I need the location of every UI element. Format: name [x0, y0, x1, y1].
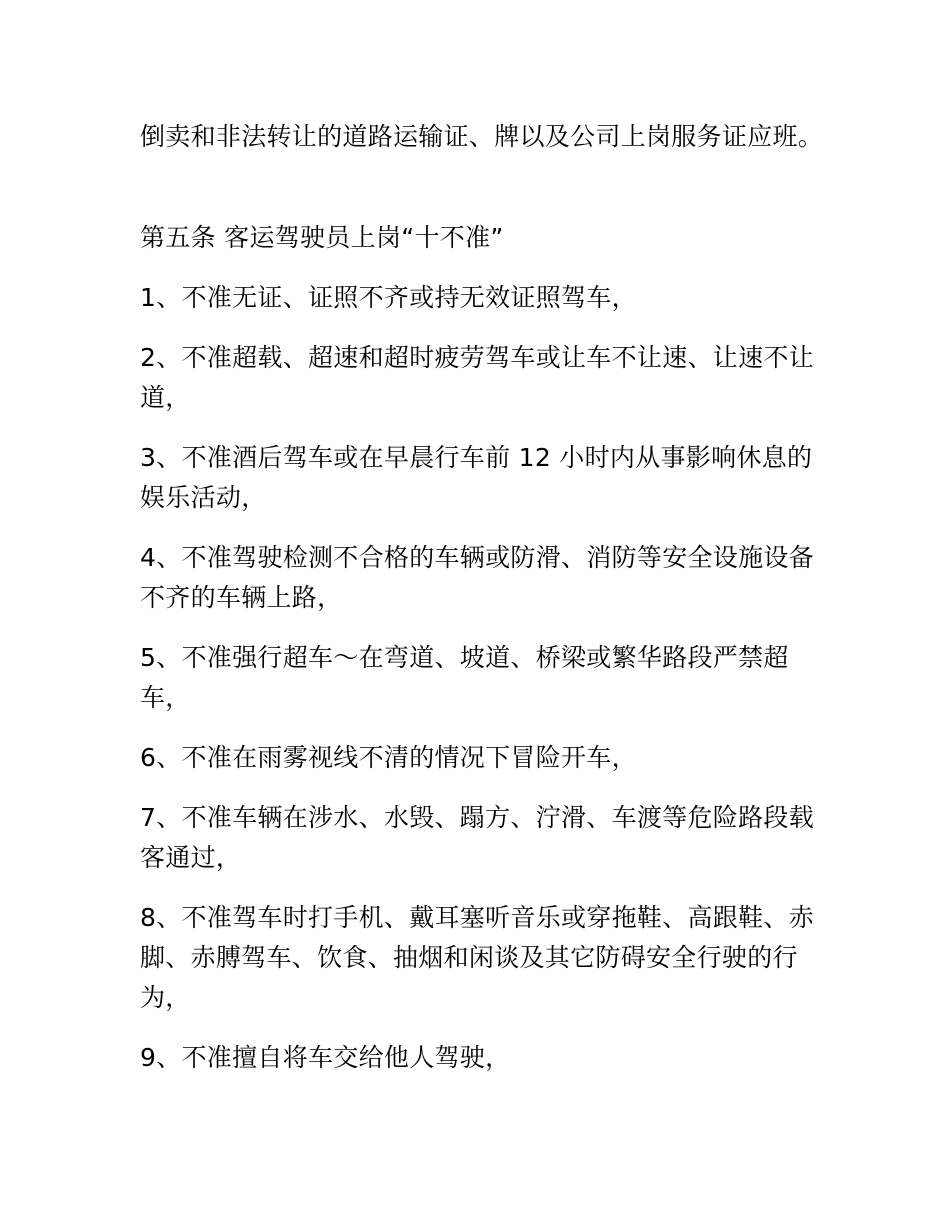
paragraph-continuation: 倒卖和非法转让的道路运输证、牌以及公司上岗服务证应班。 — [140, 122, 824, 151]
rule-item-5: 5、不准强行超车～在弯道、坡道、桥梁或繁华路段严禁超车， — [140, 643, 789, 712]
rule-item-3: 3、不准酒后驾车或在早晨行车前 12 小时内从事影响休息的娱乐活动， — [140, 443, 813, 512]
rule-item-7: 7、不准车辆在涉水、水毁、蹋方、泞滑、车渡等危险路段载客通过， — [140, 803, 815, 872]
rule-item-8: 8、不准驾车时打手机、戴耳塞听音乐或穿拖鞋、高跟鞋、赤脚、赤膊驾车、饮食、抽烟和闲谈及其它防碍安全行驶的行为， — [140, 903, 815, 1012]
rule-item-2: 2、不准超载、超速和超时疲劳驾车或让车不让速、让速不让道， — [140, 343, 815, 412]
rule-item-6: 6、不准在雨雾视线不清的情况下冒险开车， — [140, 743, 637, 772]
section-heading: 第五条 客运驾驶员上岗“十不准” — [140, 223, 504, 252]
rule-item-9: 9、不准擅自将车交给他人驾驶， — [140, 1043, 511, 1072]
rule-item-1: 1、不准无证、证照不齐或持无效证照驾车， — [140, 283, 637, 312]
rule-item-4: 4、不准驾驶检测不合格的车辆或防滑、消防等安全设施设备不齐的车辆上路， — [140, 543, 815, 612]
